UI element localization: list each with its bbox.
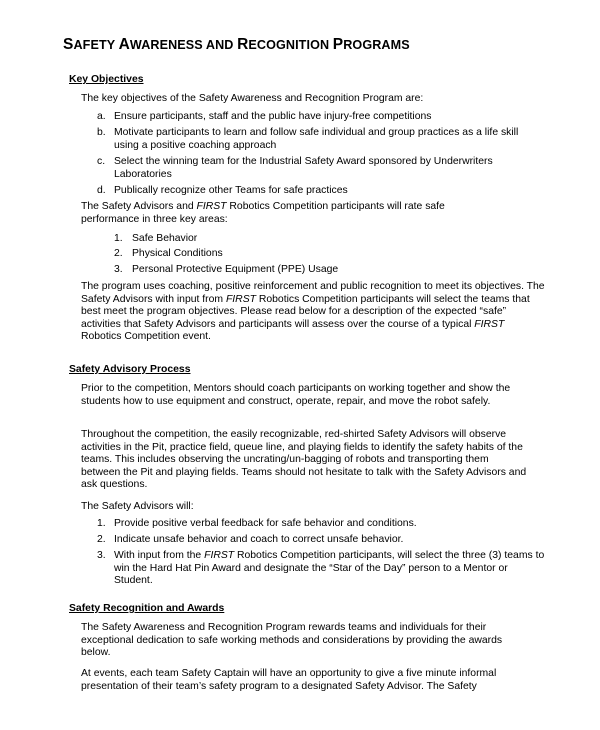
heading-safety-recognition-awards: Safety Recognition and Awards bbox=[69, 603, 225, 614]
key-objectives-intro: The key objectives of the Safety Awareness and Recognition Program are: bbox=[81, 93, 424, 104]
recognition-para2: At events, each team Safety Captain will have an opportunity to give a five minute informal presentation of their team’s safety program to a designated Safety Advisor. The Safety bbox=[81, 668, 497, 692]
advisory-para2: Throughout the competition, the easily recognizable, red-shirted Safety Advisors will observe activities in the Pit, practice field, queue line, and playing fields to identify the safety habits of the teams. This includes observing the uncrating/un-bagging of robots and transporting them between the Pit and playing fields. Teams should not hesitate to talk with the Safety Advisors and ask questions. bbox=[81, 429, 527, 491]
key-objectives-para3: The program uses coaching, positive reinforcement and public recognition to meet its objectives. The Safety Advisors with input from FIRST Robotics Competition participants will select the teams that best meet the program objectives. Please read below for a description of the expected “safe” activities that Safety Advisors and participants will assess over the course of a typical FIRST Robotics Competition event. bbox=[81, 281, 545, 343]
heading-safety-advisory-process: Safety Advisory Process bbox=[69, 364, 191, 375]
document-page: SAFETY AWARENESS AND RECOGNITION PROGRAMS Key Objectives The key objectives of the Safety Awareness and Recognition Program are: a. Ensure participants, staff and the public have injury-free competitions b. Motivate participants to learn and follow safe individual and group practices as a life skill using a positive coaching approach c. Select the winning team for the Industrial Safety Award sponsored by Underwriters Laboratories d. Publically recognize other Teams for safe practices The Safety Advisors and FIRST Robotics Competition participants will rate safe performance in three key areas: 1. Safe Behavior 2. Physical Conditions 3. Personal Protective Equipment (PPE) Usage The program uses coaching, positive reinforcement and public recognition to meet its objectives. The Safety Advisors with input from FIRST Robotics Competition participants will select the teams that best meet the program objectives. Please read below for a description of the expected “safe” activities that Safety Advisors and participants will assess over the course of a typical FIRST Robotics Competition event. Safety Advisory Process Prior to the competition, Mentors should coach participants on working together and show the students how to use equipment and construct, operate, repair, and move the robot safely. Throughout the competition, the easily recognizable, red-shirted Safety Advisors will observe activities in the Pit, practice field, queue line, and playing fields to identify the safety habits of the teams. This includes observing the uncrating/un-bagging of robots and transporting them between the Pit and playing fields. Teams should not hesitate to talk with the Safety Advisors and ask questions. The Safety Advisors will: 1. Provide positive verbal feedback for safe behavior and conditions. 2. Indicate unsafe behavior and coach to correct unsafe behavior. 3. With input from the FIRST Robotics Competition participants, will select the three (3) teams to win the Hard Hat Pin Award and designate the “Star of the Day” person to a Mentor or Student. Safety Recognition and Awards The Safety Awareness and Recognition Program rewards teams and individuals for their exceptional dedication to safe working methods and considerations by providing the awards below. At events, each team Safety Captain will have an opportunity to give a five minute informal presentation of their team’s safety program to a designated Safety Advisor. The Safety bbox=[0, 0, 600, 730]
page-title: SAFETY AWARENESS AND RECOGNITION PROGRAMS bbox=[63, 36, 410, 53]
heading-key-objectives: Key Objectives bbox=[69, 74, 144, 85]
key-objectives-para2: The Safety Advisors and FIRST Robotics Competition participants will rate safe performance in three key areas: bbox=[81, 201, 445, 225]
recognition-para1: The Safety Awareness and Recognition Program rewards teams and individuals for their exceptional dedication to safe working methods and considerations by providing the awards below. bbox=[81, 622, 503, 659]
advisory-para1: Prior to the competition, Mentors should coach participants on working together and show the students how to use equipment and construct, operate, repair, and move the robot safely. bbox=[81, 383, 511, 407]
advisory-para3: The Safety Advisors will: bbox=[81, 501, 194, 512]
